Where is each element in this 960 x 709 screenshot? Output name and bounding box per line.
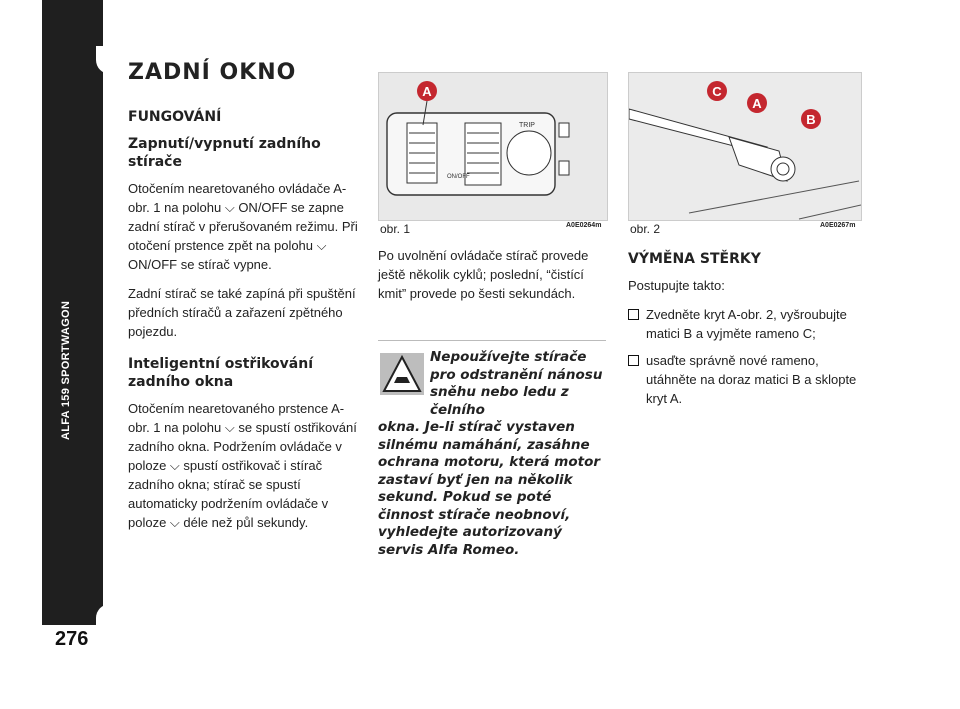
checkbox-bullet-icon (628, 309, 639, 320)
column-3 (628, 250, 860, 416)
figure-label-b: B (806, 112, 816, 127)
onoff-label: ON/OFF (447, 174, 470, 180)
figure-label-a: A (422, 84, 432, 99)
figure-2-code: A0E0267m (820, 222, 856, 229)
section-heading-3: VÝMĚNA STĚRKY (628, 251, 761, 267)
figure-1-code: A0E0264m (566, 222, 602, 229)
checkbox-bullet-icon (628, 355, 639, 366)
section-text-2: Zadní stírač se také zapíná při spuštění předních stíračů a zařazení zpětného pojezdu. (128, 286, 356, 339)
warning-box (378, 340, 606, 559)
list-item-text: usaďte správně nové rameno, utáhněte na doraz matici B a sklopte kryt A. (646, 353, 857, 406)
list-item (628, 305, 860, 343)
figure-label-c: C (712, 84, 722, 99)
figure-label-a: A (752, 96, 762, 111)
list-item-text: Zvedněte kryt A-obr. 2, vyšroubujte matici B a vyjměte rameno C; (646, 307, 847, 341)
page-title: ZADNÍ OKNO (128, 60, 297, 85)
wiper-control-illustration (379, 73, 607, 220)
section-text-1: Otočením nearetovaného ovládače A-obr. 1 na polohu ⌵ ON/OFF se zapne zadní stírač v přerušovaném režimu. Při otočení prstence zpět na polohu ⌵ ON/OFF se stírač vypne. (128, 181, 358, 272)
warning-text-rest: okna. Je-li stírač vystaven silnému namáhání, zasáhne ochrana motoru, která motor zastaví byť jen na několik sekund. Pokud se poté činnost stírače neobnoví, vyhledejte autorizovaný servis Alfa Romeo. (378, 419, 601, 558)
page-number: 276 (55, 628, 89, 650)
trip-label: TRIP (519, 122, 535, 129)
warning-icon (380, 353, 424, 395)
figure-1 (378, 72, 608, 221)
section-heading-1: Zapnutí/vypnutí zadního stírače (128, 136, 321, 170)
section-title: FUNGOVÁNÍ (128, 109, 222, 125)
sidebar-title: ALFA 159 SPORTWAGON (60, 300, 72, 440)
figure-1-caption: obr. 1 (380, 222, 411, 236)
list-item (628, 351, 860, 408)
warning-text-first: Nepoužívejte stírače pro odstranění nánosu sněhu nebo ledu z čelního (430, 349, 603, 418)
column-2 (378, 246, 606, 313)
column-1 (128, 60, 360, 542)
figure-2 (628, 72, 862, 221)
figure-2-caption: obr. 2 (630, 222, 661, 236)
section-text-3: Otočením nearetovaného prstence A-obr. 1 na polohu ⌵ se spustí ostřikování zadního okna. Podržením ovládače v poloze ⌵ spustí ostřikovač i stírač zadního okna; stírač se spustí automaticky podržením ovládače v poloze ⌵ déle než půl sekundy. (128, 401, 357, 530)
section-heading-2: Inteligentní ostřikování zadního okna (128, 356, 314, 390)
section-intro-3: Postupujte takto: (628, 278, 725, 293)
column-2-text: Po uvolnění ovládače stírač provede ještě několik cyklů; poslední, “čistící kmit” provede po šesti sekundách. (378, 248, 589, 301)
wiper-arm-illustration (629, 73, 861, 220)
page-sidebar (42, 0, 103, 625)
